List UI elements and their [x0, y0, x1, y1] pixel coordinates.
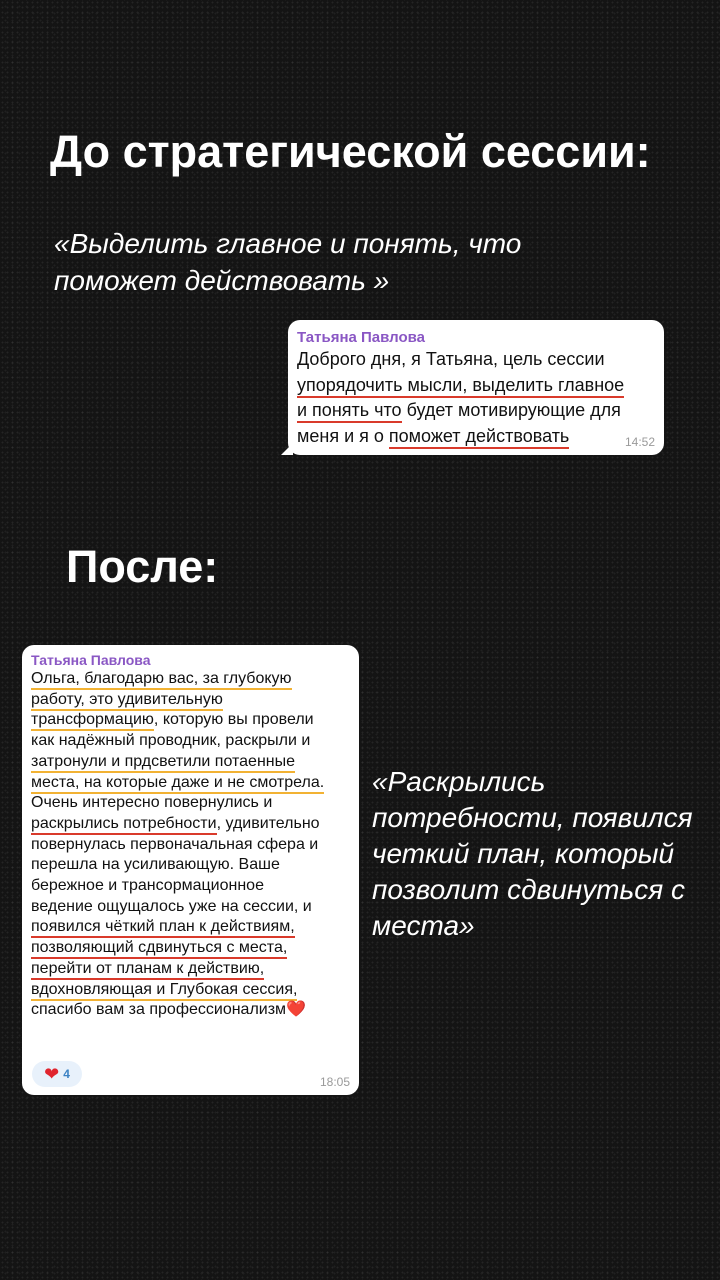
message-line [31, 669, 351, 690]
message-line [31, 1000, 351, 1021]
message-text: , которую вы провели [153, 711, 314, 729]
underline-yellow: места, на которые даже и не смотрела. [31, 774, 324, 794]
after-quote-line: потребности, появился [372, 802, 693, 833]
message-line [31, 814, 351, 835]
message-line: Доброго дня, я Татьяна, цель сессии [297, 349, 605, 369]
underline-red: поможет действовать [389, 426, 569, 449]
heart-reaction-button[interactable] [32, 1061, 82, 1087]
underline-red: упорядочить мысли, выделить главное [297, 375, 624, 398]
underline-red: раскрылись потребности [31, 815, 217, 835]
message-line [31, 938, 351, 959]
message-line [31, 773, 351, 794]
after-quote-line: четкий план, который [372, 838, 675, 869]
message-line [297, 398, 652, 424]
message-line [297, 373, 652, 399]
message-time: 18:05 [319, 1075, 350, 1089]
message-line [31, 980, 351, 1001]
message-line [31, 959, 351, 980]
message-text: будет мотивирующие для [401, 400, 621, 420]
heart-icon: ❤ [44, 1064, 60, 1084]
underline-yellow: работу, это удивительную [31, 691, 223, 711]
message-line [31, 710, 351, 731]
before-quote-line: «Выделить главное и понять, что [54, 228, 522, 259]
underline-red: позволяющий сдвинуться с места, [31, 939, 287, 959]
after-quote-line: места» [372, 910, 475, 941]
underline-red: появился чёткий план к действиям, [31, 918, 295, 938]
underline-yellow: трансформацию [31, 711, 154, 731]
underline-red: перейти от планам к действию, [31, 960, 264, 980]
message-text: спасибо вам за профессионализм [31, 1001, 287, 1019]
message-bubble-after[interactable] [22, 645, 359, 1095]
reaction-count: 4 [63, 1067, 70, 1081]
before-heading: До стратегической сессии: [50, 126, 651, 177]
message-line [31, 917, 351, 938]
message-line [297, 424, 652, 450]
message-line [31, 752, 351, 773]
after-heading: После: [66, 541, 219, 592]
message-line: повернулась первоначальная сфера и [31, 835, 319, 853]
after-quote-line: «Раскрылись [372, 766, 546, 797]
message-line: Очень интересно повернулись и [31, 794, 273, 812]
heart-icon: ❤️ [286, 1001, 306, 1019]
message-line [31, 690, 351, 711]
underline-yellow: вдохновляющая и Глубокая сессия, [31, 981, 297, 1001]
message-time: 14:52 [624, 435, 655, 449]
before-quote-line: поможет действовать » [54, 265, 390, 296]
after-quote [372, 764, 702, 944]
message-line: бережное и трансормационное [31, 877, 264, 895]
message-line: ведение ощущалось уже на сессии, и [31, 897, 312, 915]
underline-yellow: затронули и прдсветили потаенные [31, 753, 295, 773]
message-text: меня и я о [297, 425, 389, 446]
message-bubble-before[interactable] [288, 320, 664, 455]
underline-red: и понять что [297, 400, 402, 423]
message-text: , удивительно [216, 814, 320, 832]
message-line: как надёжный проводник, раскрыли и [31, 732, 311, 750]
message-sender[interactable]: Татьяна Павлова [297, 329, 426, 346]
message-sender[interactable]: Татьяна Павлова [31, 652, 151, 668]
message-line: перешла на усиливающую. Ваше [31, 856, 280, 874]
before-quote [54, 225, 614, 299]
after-quote-line: позволит сдвинуться с [372, 874, 685, 905]
underline-yellow: Ольга, благодарю вас, за глубокую [31, 670, 292, 690]
